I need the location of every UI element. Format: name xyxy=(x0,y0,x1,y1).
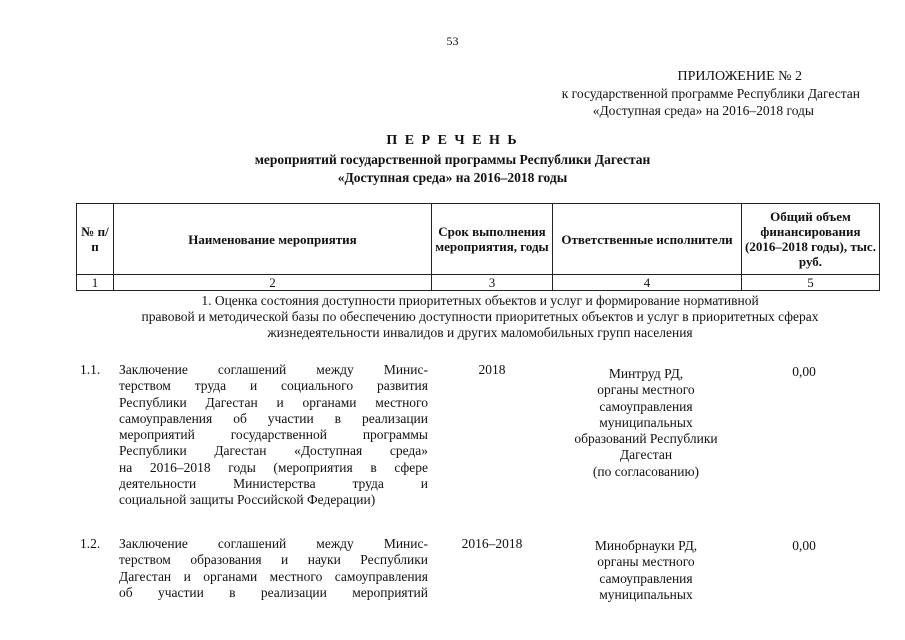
header-table xyxy=(76,203,880,291)
exec-line: (по согласованию) xyxy=(592,463,700,479)
exec-line: образований Республики xyxy=(574,431,718,447)
exec-line: Минобрнауки РД, xyxy=(594,538,698,553)
appendix-title: ПРИЛОЖЕНИЕ № 2 xyxy=(677,69,802,84)
desc-line: Заключение соглашений между Минис- xyxy=(119,362,428,377)
exec-line: Минтруд РД, xyxy=(608,366,684,381)
row-term: 2018 xyxy=(478,362,506,377)
desc-line: об участии в реализации мероприятий xyxy=(119,584,428,600)
section-heading xyxy=(100,293,860,341)
desc-line: Республики Дагестан и органами местного xyxy=(119,394,428,410)
row-executors xyxy=(556,366,736,480)
section-line-2: правовой и методической базы по обеспечению доступности приоритетных объектов и услуг в приоритетных сферах xyxy=(141,309,819,324)
row-description xyxy=(119,362,428,509)
header-col-num-1: 1 xyxy=(77,275,114,291)
section-line-1: 1. Оценка состояния доступности приоритетных объектов и услуг и формирование нормативной xyxy=(201,293,759,308)
header-col-num-2: 2 xyxy=(114,275,432,291)
desc-line: Заключение соглашений между Минис- xyxy=(119,536,428,551)
section-line-3: жизнедеятельности инвалидов и других маломобильных групп населения xyxy=(267,325,693,340)
exec-line: самоуправления xyxy=(599,570,693,586)
subtitle-line-1: мероприятий государственной программы Республики Дагестан xyxy=(254,152,651,167)
header-col-num-4: 4 xyxy=(553,275,742,291)
exec-line: органы местного xyxy=(597,382,695,398)
desc-line: терством труда и социального развития xyxy=(119,378,428,394)
desc-line: самоуправления об участии в реализации xyxy=(119,410,428,426)
row-sum: 0,00 xyxy=(792,538,816,553)
exec-line: Дагестан xyxy=(619,447,673,463)
appendix-note xyxy=(470,68,860,119)
document-title: П Е Р Е Ч Е Н Ь xyxy=(386,133,519,148)
header-name: Наименование мероприятия xyxy=(114,204,432,275)
desc-line: Республики Дагестан «Доступная среда» xyxy=(119,443,428,459)
exec-line: органы местного xyxy=(597,554,695,570)
desc-line: терством образования и науки Республики xyxy=(119,552,428,568)
row-number: 1.1. xyxy=(80,362,101,377)
desc-line: на 2016–2018 годы (мероприятия в сфере xyxy=(119,459,428,475)
row-executors xyxy=(556,538,736,603)
row-number: 1.2. xyxy=(80,536,101,551)
row-description xyxy=(119,536,428,601)
header-term: Срок выполнения мероприятия, годы xyxy=(432,204,553,275)
page-number: 53 xyxy=(446,34,459,48)
desc-line: Дагестан и органами местного самоуправления xyxy=(119,568,428,584)
document-subtitle xyxy=(0,151,905,187)
header-col-num-3: 3 xyxy=(432,275,553,291)
appendix-program: к государственной программе Республики Дагестан xyxy=(561,86,860,101)
exec-line: самоуправления xyxy=(599,398,693,414)
desc-line: деятельности Министерства труда и xyxy=(119,476,428,492)
subtitle-line-2: «Доступная среда» на 2016–2018 годы xyxy=(337,170,568,185)
header-number: № п/п xyxy=(77,204,114,275)
desc-line: социальной защиты Российской Федерации) xyxy=(119,492,376,508)
header-col-num-5: 5 xyxy=(742,275,880,291)
row-term: 2016–2018 xyxy=(461,536,523,551)
exec-line: муниципальных xyxy=(599,586,693,602)
exec-line: муниципальных xyxy=(599,414,693,430)
header-financing: Общий объем финансирования (2016–2018 годы), тыс. руб. xyxy=(742,204,880,275)
desc-line: мероприятий государственной программы xyxy=(119,427,428,443)
header-executors: Ответственные исполнители xyxy=(553,204,742,275)
appendix-program-name: «Доступная среда» на 2016–2018 годы xyxy=(592,103,814,118)
row-sum: 0,00 xyxy=(792,364,816,379)
